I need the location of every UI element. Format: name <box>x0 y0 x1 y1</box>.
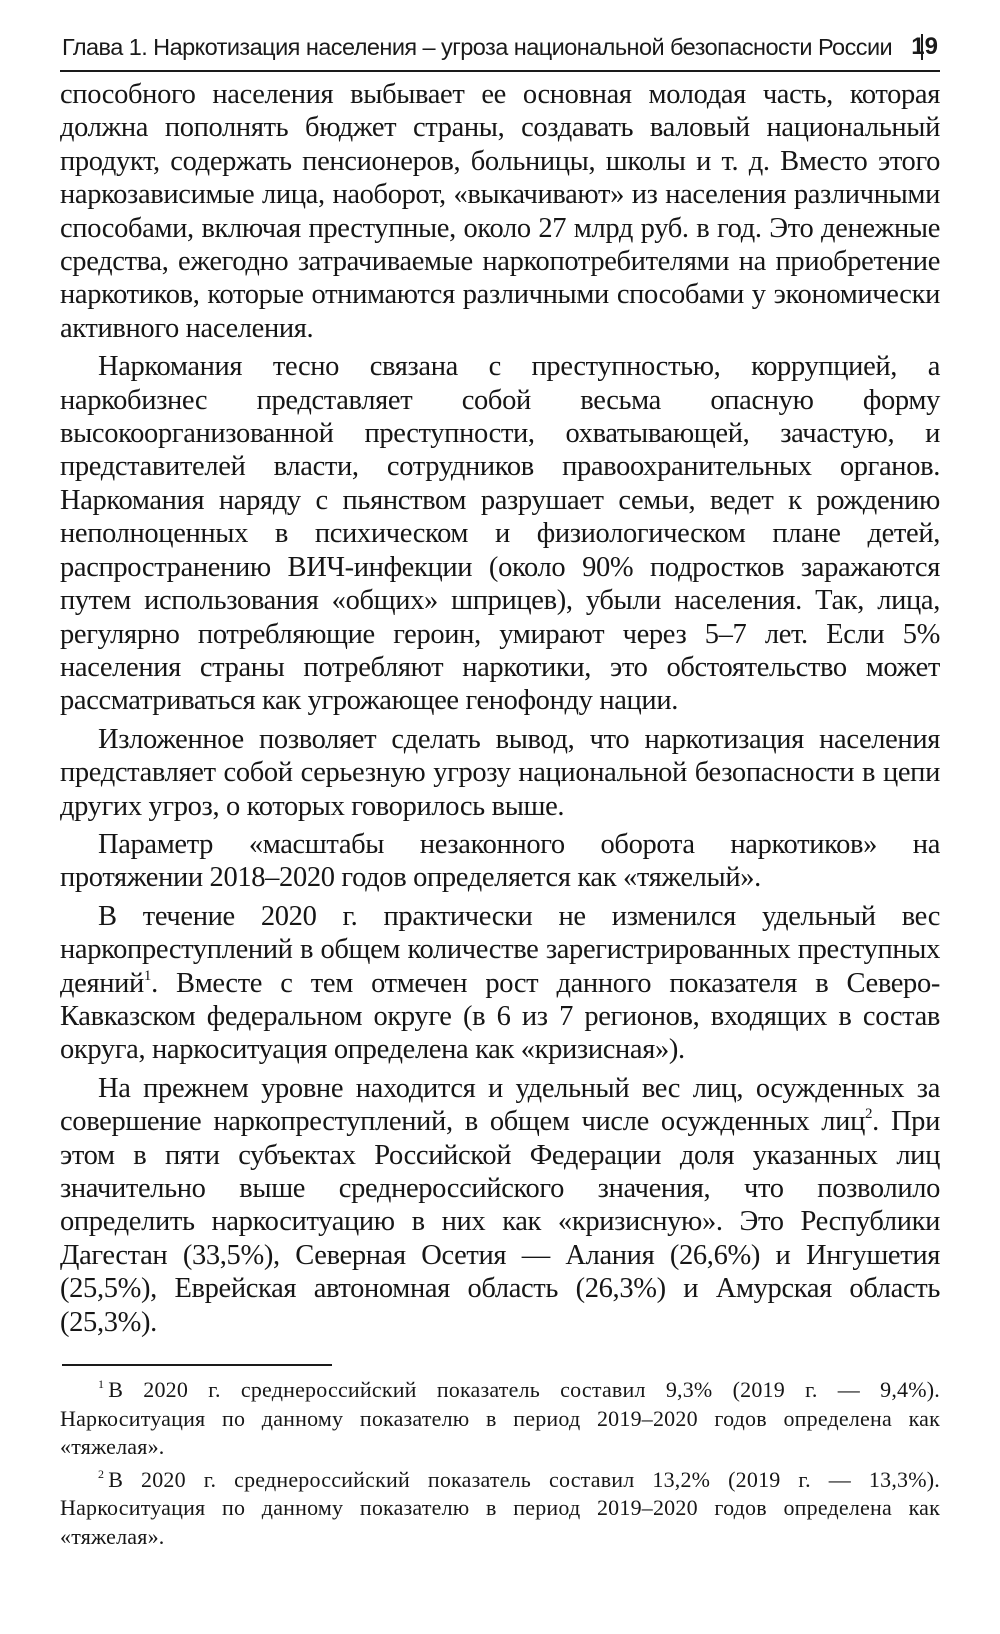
footnote-1 <box>60 1376 940 1462</box>
paragraph-drug-crimes <box>60 900 940 1067</box>
footnote-2 <box>60 1466 940 1552</box>
chapter-title: Глава 1. Наркотизация населения – угроза национальной безопасности России <box>62 34 893 60</box>
footnote-mark: 1 <box>98 1377 105 1391</box>
footnote-text: В 2020 г. среднероссийский показатель составил 13,2% (2019 г. — 13,3%). Наркоситуация по данному показателю в период 2019–2020 годов определена как «тяжелая». <box>60 1466 940 1549</box>
paragraph-text: В течение 2020 г. практически не изменился удельный вес наркопреступлений в общем количестве зарегистрированных преступных деяний <box>60 900 940 999</box>
paragraph-text: . При этом в пяти субъектах Российской Федерации доля указанных лиц значительно выше среднероссийского значения, что позволило определить наркоситуацию в них как «кризисную». Это Республики Дагестан (33,5%), Северная Осетия — Алания (26,6%) и Ингушетия (25,5%), Еврейская автономная область (26,3%) и Амурская область (25,3%). <box>60 1106 940 1338</box>
paragraph-convicted <box>60 1072 940 1339</box>
footnote-mark: 2 <box>98 1466 105 1481</box>
paragraph-continued: способного населения выбывает ее основная молодая часть, которая должна пополнять бюджет страны, создавать валовый национальный продукт, содержать пенсионеров, больницы, школы и т. д. Вместо этого наркозависимые лица, наоборот, «выкачивают» из населения различными способами, включая преступные, около 27 млрд руб. в год. Это денежные средства, ежегодно затрачиваемые наркопотребителями на приобретение наркотиков, которые отнимаются различными способами у экономически активного населения. <box>60 79 940 344</box>
paragraph-conclusion: Изложенное позволяет сделать вывод, что наркотизация населения представляет собой серьезную угрозу национальной безопасности в цепи других угроз, о которых говорилось выше. <box>60 723 940 822</box>
footnotes <box>60 1376 940 1556</box>
paragraph-text: На прежнем уровне находится и удельный вес лиц, осужденных за совершение наркопреступлений, в общем числе осужденных лиц <box>60 1072 940 1138</box>
paragraph-narcomania: Наркомания тесно связана с преступностью, коррупцией, а наркобизнес представляет собой весьма опасную форму высокоорганизованной преступности, охватывающей, зачастую, и представителей власти, сотрудников правоохранительных органов. Наркомания наряду с пьянством разрушает семьи, ведет к рождению неполноценных в психическом и физиологическом плане детей, распространению ВИЧ-инфекции (около 90% подростков заражаются путем использования «общих» шприцев), убыли населения. Так, лица, регулярно потребляющие героин, умирают через 5–7 лет. Если 5% населения страны потребляют наркотики, это обстоятельство может рассматриваться как угрожающее генофонду нации. <box>60 351 940 717</box>
footnote-text: В 2020 г. среднероссийский показатель составил 9,3% (2019 г. — 9,4%). Наркоситуация по данному показателю в период 2019–2020 годов определена как «тяжелая». <box>60 1377 940 1460</box>
paragraph-parameter: Параметр «масштабы незаконного оборота наркотиков» на протяжении 2018–2020 годов определяется как «тяжелый». <box>60 828 940 894</box>
footnote-ref-2: 2 <box>864 1106 873 1123</box>
running-head <box>60 28 940 72</box>
page-number: 19 <box>911 33 938 60</box>
footnote-divider <box>62 1364 332 1366</box>
body-text <box>60 78 940 1339</box>
paragraph-text: . Вместе с тем отмечен рост данного показателя в Северо-Кавказском федеральном округе (в 6 из 7 регионов, входящих в состав округа, наркоситуация определена как «кризисная»). <box>60 967 940 1066</box>
footnote-ref-1: 1 <box>143 967 152 984</box>
